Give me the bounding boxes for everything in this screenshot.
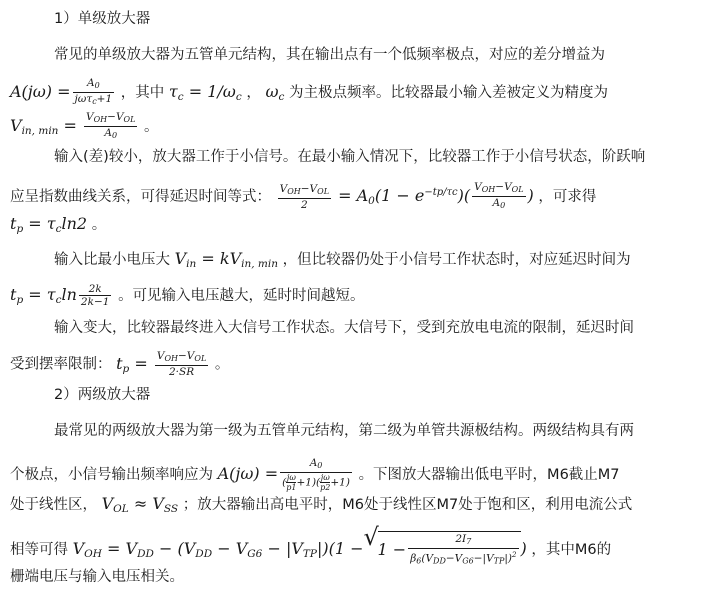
paragraph-line-delay: 应呈指数曲线关系，可得延迟时间等式： $\frac{\text{VOH−VOL}}{2}$ = $A_0(1 - e^{-tp/\tau c})$( $\frac{\text{VOH−VOL}}{A0}$ ) ，可求得: [10, 181, 597, 211]
formula-voh: $V_{OH} = V_{DD} - (V_{DD} - V_{G6} - |V_{TP}|)(1$ − √ 1 − $\frac{2I7}{\beta 6(VDD-VG6-|VTP|)^2}$ ): [72, 523, 527, 566]
formula-vol-vss: $V_{OL} \approx V_{SS}$: [101, 494, 179, 515]
formula-tp-slew: $t_p$ = $\frac{\text{VOH−VOL}}{2\cdot SR}$: [116, 350, 207, 378]
formula-two-pole-gain: A(jω) = A0 ( $\frac{j\omega}{p1}+1$)( $\frac{j\omega}{p2}+1$): [217, 457, 350, 492]
paragraph-line-slew: 受到摆率限制： $t_p$ = $\frac{\text{VOH−VOL}}{2\cdot SR}$ 。: [10, 350, 230, 378]
formula-tp-ln-k: $t_p = \tau_c\ln$ $\frac{2k}{2k-1}$: [10, 283, 110, 308]
paragraph-line-tp2: $t_p = \tau_c\ln$ $\frac{2k}{2k-1}$ 。可见输入电压越大，延时时间越短。: [10, 283, 365, 308]
paragraph-text: 栅端电压与输入电压相关。: [10, 569, 184, 585]
paragraph-line-tp: $t_p = \tau_c\ln 2$ 。: [10, 214, 107, 235]
paragraph-line-gain: A(jω) = $\frac{A0}{\text{jωτc+1}}$ ，其中 $\tau_c = 1/\omega_c$ ， $\omega_c$ 为主极点频率。比较器最小输入差被定义为精度为: [10, 77, 608, 106]
paragraph-text: 输入变大，比较器最终进入大信号工作状态。大信号下，受到充放电电流的限制，延迟时间: [54, 320, 634, 336]
formula-tp-ln2: $t_p = \tau_c\ln 2$: [10, 214, 88, 235]
section-heading-two-stage: 2）两级放大器: [54, 387, 151, 403]
formula-wc: $\omega_c$: [265, 82, 285, 103]
square-root: √ 1 − $\frac{2I7}{\beta 6(VDD-VG6-|VTP|)^2}$: [364, 531, 521, 568]
paragraph-text: 最常见的两级放大器为第一级为五管单元结构，第二级为单管共源极结构。两级结构具有两: [54, 423, 634, 439]
paragraph-line-voh: 相等可得 $V_{OH} = V_{DD} - (V_{DD} - V_{G6} - |V_{TP}|)(1$ − √ 1 − $\frac{2I7}{\beta 6(VDD-VG6-|VTP|)^2}$ ) ，其中M6的: [10, 523, 612, 566]
paragraph-line-precision: $V_{in, min}$ = $\frac{\text{VOH−VOL}}{A0}$ 。: [10, 111, 159, 140]
formula-vin-k: $V_{in} = kV_{in, min}$: [174, 249, 278, 270]
formula-tau: $\tau_c = 1/\omega_c$: [168, 82, 242, 103]
paragraph-line-vol: 处于线性区， $V_{OL} \approx V_{SS}$ ；放大器输出高电平时，M6处于线性区M7处于饱和区，利用电流公式: [10, 494, 633, 515]
paragraph-line-two-poles: 个极点，小信号输出频率响应为 A(jω) = A0 ( $\frac{j\omega}{p1}+1$)( $\frac{j\omega}{p2}+1$) 。下图放大器输出低电平时，M6截止M7: [10, 457, 620, 492]
section-heading-single-stage: 1）单级放大器: [54, 11, 151, 27]
formula-gain: A(jω) = $\frac{A0}{\text{jωτc+1}}$: [10, 77, 113, 106]
formula-delay-equation: $\frac{\text{VOH−VOL}}{2}$ = $A_0(1 - e^{-tp/\tau c})$( $\frac{\text{VOH−VOL}}{A0}$ ): [279, 181, 534, 211]
formula-vin-min: $V_{in, min}$ = $\frac{\text{VOH−VOL}}{A0}$: [10, 111, 136, 140]
paragraph-line-vin-k: 输入比最小电压大 $V_{in} = kV_{in, min}$ ，但比较器仍处于小信号工作状态时，对应延迟时间为: [54, 249, 631, 270]
paragraph-text: 常见的单级放大器为五管单元结构，其在输出点有一个低频率极点，对应的差分增益为: [54, 47, 605, 63]
paragraph-text: 输入(差)较小，放大器工作于小信号。在最小输入情况下，比较器工作于小信号状态，阶跃响: [54, 149, 646, 165]
